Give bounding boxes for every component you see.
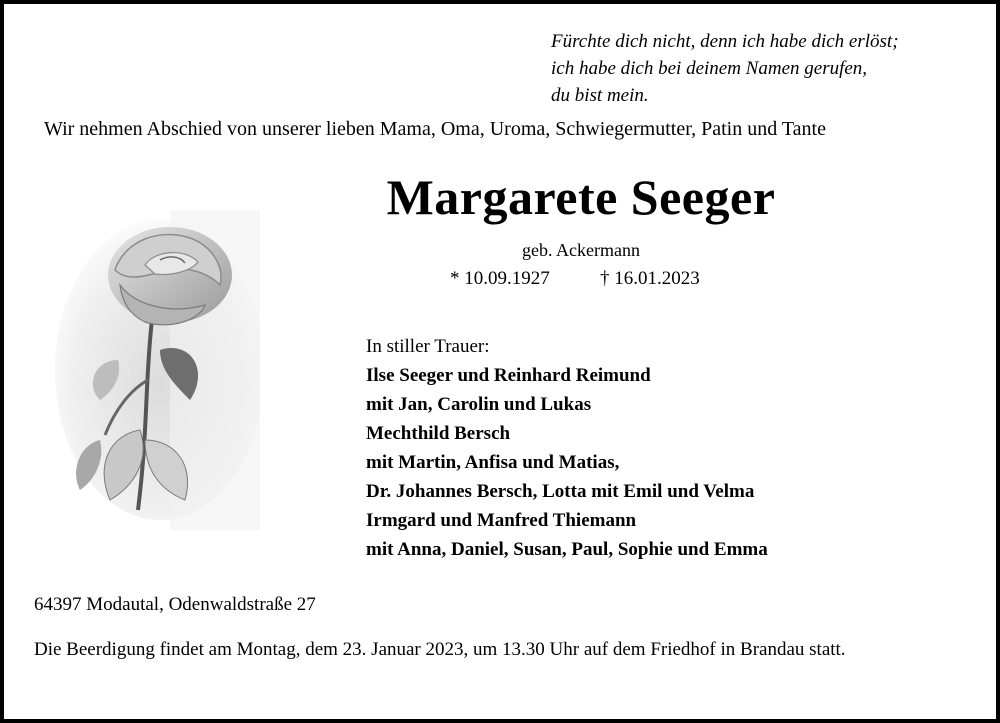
mourner-line: mit Anna, Daniel, Susan, Paul, Sophie und Emma xyxy=(366,539,768,560)
mourner-line: Ilse Seeger und Reinhard Reimund xyxy=(366,365,651,386)
death-date: † 16.01.2023 xyxy=(600,268,700,289)
verse-line: ich habe dich bei deinem Namen gerufen, xyxy=(551,58,868,79)
mourner-line: Dr. Johannes Bersch, Lotta mit Emil und Velma xyxy=(366,481,755,502)
mourner-line: mit Martin, Anfisa und Matias, xyxy=(366,452,620,473)
mourners-label: In stiller Trauer: xyxy=(366,336,490,357)
mourner-line: mit Jan, Carolin und Lukas xyxy=(366,394,592,415)
mourner-line: Mechthild Bersch xyxy=(366,423,511,444)
mourners-block xyxy=(366,332,768,564)
funeral-info: Die Beerdigung findet am Montag, dem 23. Januar 2023, um 13.30 Uhr auf dem Friedhof in Brandau statt. xyxy=(34,639,846,660)
deceased-name: Margarete Seeger xyxy=(386,169,776,225)
mourner-line: Irmgard und Manfred Thiemann xyxy=(366,510,637,531)
intro-text: Wir nehmen Abschied von unserer lieben Mama, Oma, Uroma, Schwiegermutter, Patin und Tante xyxy=(44,118,826,140)
bible-verse xyxy=(551,28,899,109)
verse-line: Fürchte dich nicht, denn ich habe dich erlöst; xyxy=(551,31,899,52)
birth-date: * 10.09.1927 xyxy=(450,268,550,289)
mourner-address: 64397 Modautal, Odenwaldstraße 27 xyxy=(34,594,316,615)
verse-line: du bist mein. xyxy=(551,85,649,106)
maiden-name: geb. Ackermann xyxy=(522,240,640,260)
